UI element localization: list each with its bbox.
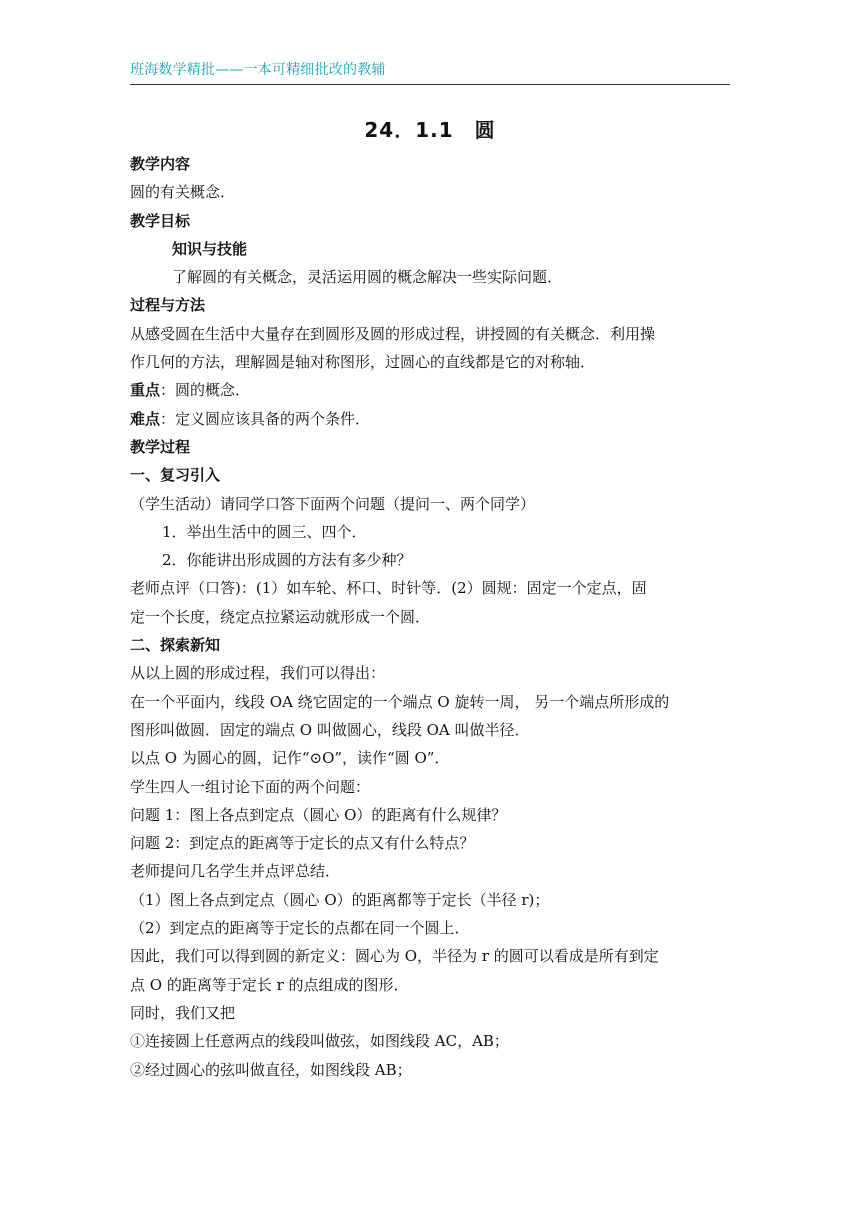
paragraph-line: 老师点评（口答)：(1）如车轮、杯口、时针等．(2）圆规：固定一个定点，固 — [130, 579, 647, 598]
paragraph-line: ①连接圆上任意两点的线段叫做弦，如图线段 AC，AB； — [130, 1032, 509, 1051]
paragraph-line: 圆的有关概念． — [130, 183, 236, 202]
difficulty-text: ：定义圆应该具备的两个条件． — [160, 409, 371, 428]
difficulty-line — [130, 405, 730, 433]
section-heading: 过程与方法 — [130, 296, 206, 315]
paragraph-line: （学生活动）请同学口答下面两个问题（提问一、两个同学） — [130, 494, 536, 513]
section-heading: 一、复习引入 — [130, 466, 221, 485]
paragraph-line: 以点 O 为圆心的圆，记作“⊙O”，读作“圆 O”． — [130, 749, 450, 768]
paragraph-line: 学生四人一组讨论下面的两个问题： — [130, 777, 371, 796]
paragraph-line: 定一个长度，绕定点拉紧运动就形成一个圆． — [130, 607, 431, 626]
difficulty-label: 难点 — [130, 409, 161, 428]
subsection-heading: 知识与技能 — [172, 239, 248, 258]
section-heading: 教学目标 — [130, 211, 191, 230]
section-heading: 教学内容 — [130, 155, 191, 173]
section-heading: 二、探索新知 — [130, 636, 221, 655]
paragraph-line: 点 O 的距离等于定长 r 的点组成的图形． — [130, 975, 409, 994]
paragraph-line: 同时，我们又把 — [130, 1003, 236, 1022]
list-item: 2．你能讲出形成圆的方法有多少种？ — [162, 551, 412, 570]
paragraph-line: 老师提问几名学生并点评总结． — [130, 862, 341, 881]
paragraph-line: 问题 2：到定点的距离等于定长的点又有什么特点？ — [130, 834, 475, 853]
key-point-line — [130, 376, 730, 404]
paragraph-line: 从感受圆在生活中大量存在到圆形及圆的形成过程，讲授圆的有关概念．利用操 — [130, 324, 656, 343]
paragraph-line: （2）到定点的距离等于定长的点都在同一个圆上． — [130, 919, 470, 938]
paragraph-line: ②经过圆心的弦叫做直径，如图线段 AB； — [130, 1060, 412, 1079]
paragraph-line: 图形叫做圆．固定的端点 O 叫做圆心，线段 OA 叫做半径． — [130, 720, 530, 739]
paragraph-line: 作几何的方法，理解圆是轴对称图形，过圆心的直线都是它的对称轴． — [130, 353, 596, 372]
paragraph-line: 因此，我们可以得到圆的新定义：圆心为 O，半径为 r 的圆可以看成是所有到定 — [130, 947, 659, 966]
list-item: 1．举出生活中的圆三、四个． — [162, 522, 367, 541]
paragraph-line: 问题 1：图上各点到定点（圆心 O）的距离有什么规律？ — [130, 805, 507, 824]
paragraph-line: 从以上圆的形成过程，我们可以得出： — [130, 664, 386, 683]
page-title: 24．1.1 圆 — [364, 118, 496, 142]
paragraph-line: （1）图上各点到定点（圆心 O）的距离都等于定长（半径 r)； — [130, 890, 550, 909]
key-point-label: 重点 — [130, 381, 161, 400]
key-point-text: ：圆的概念． — [160, 381, 251, 400]
paragraph-line: 在一个平面内，线段 OA 绕它固定的一个端点 O 旋转一周， 另一个端点所形成的 — [130, 692, 670, 711]
document-body — [130, 150, 730, 1084]
header-text: 班海数学精批——一本可精细批改的教辅 — [130, 62, 386, 78]
paragraph-line: 了解圆的有关概念，灵活运用圆的概念解决一些实际问题． — [172, 268, 563, 287]
page-header — [130, 60, 730, 85]
section-heading: 教学过程 — [130, 437, 191, 456]
